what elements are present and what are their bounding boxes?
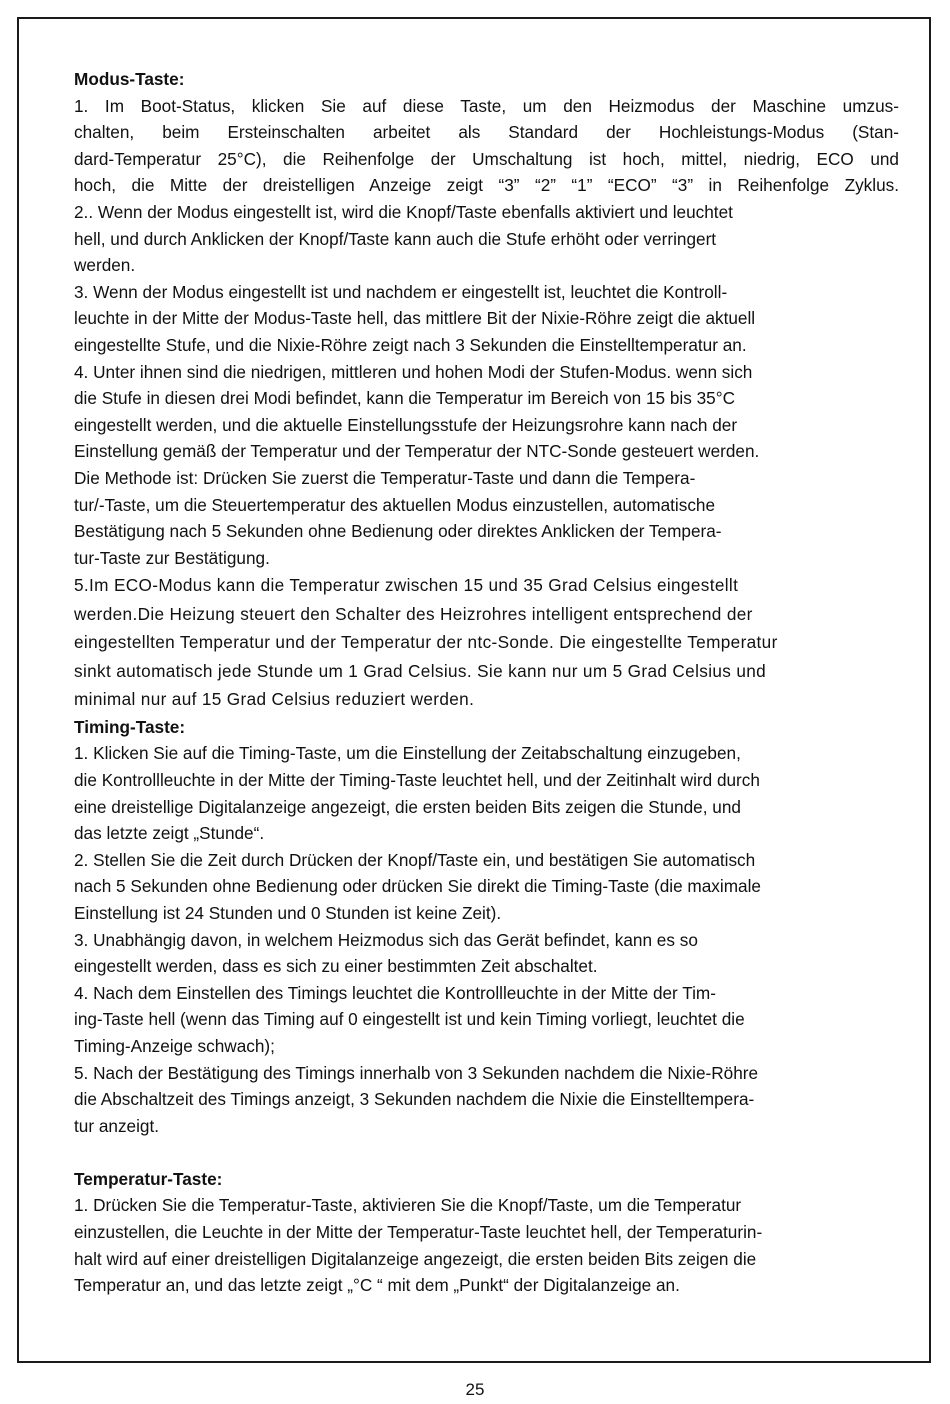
page-number: 25 [465,1380,485,1399]
text-line: eingestellt werden, und die aktuelle Einstellungsstufe der Heizungsrohre kann nach der [74,414,738,435]
text-line: die Stufe in diesen drei Modi befindet, kann die Temperatur im Bereich von 15 bis 35°C [74,388,736,409]
text-line: eine dreistellige Digitalanzeige angezeigt, die ersten beiden Bits zeigen die Stunde, und [74,796,741,817]
text-line: einzustellen, die Leuchte in der Mitte der Temperatur-Taste leuchtet hell, der Temperaturin- [74,1222,763,1243]
text-line: chalten, beim Ersteinschalten arbeitet als Standard der Hochleistungs-Modus (Stan- [74,122,899,143]
text-line: Einstellung ist 24 Stunden und 0 Stunden ist keine Zeit). [74,902,502,923]
section-heading: Modus-Taste: [74,69,185,89]
section-heading: Timing-Taste: [74,716,186,737]
text-line: Temperatur an, und das letzte zeigt „°C “ mit dem „Punkt“ der Digitalanzeige an. [74,1275,680,1296]
text-line: das letzte zeigt „Stunde“. [74,823,265,844]
text-line: dard-Temperatur 25°C), die Reihenfolge der Umschaltung ist hoch, mittel, niedrig, ECO und [74,148,899,169]
text-line: minimal nur auf 15 Grad Celsius reduziert werden. [74,689,475,710]
text-line: leuchte in der Mitte der Modus-Taste hell, das mittlere Bit der Nixie-Röhre zeigt die aktuell [74,308,756,329]
text-line: hell, und durch Anklicken der Knopf/Taste kann auch die Stufe erhöht oder verringert [74,228,717,249]
text-line: 2. Stellen Sie die Zeit durch Drücken der Knopf/Taste ein, und bestätigen Sie automatisch [74,849,756,870]
text-line: 5. Nach der Bestätigung des Timings innerhalb von 3 Sekunden nachdem die Nixie-Röhre [74,1062,759,1083]
text-line: eingestellte Stufe, und die Nixie-Röhre zeigt nach 3 Sekunden die Einstelltemperatur an. [74,334,747,355]
text-line: eingestellten Temperatur und der Temperatur der ntc-Sonde. Die eingestellte Temperatur [74,632,778,653]
text-line: werden.Die Heizung steuert den Schalter des Heizrohres intelligent entsprechend der [74,603,753,624]
text-line: tur/-Taste, um die Steuertemperatur des aktuellen Modus einzustellen, automatische [74,494,716,515]
text-line: die Abschaltzeit des Timings anzeigt, 3 Sekunden nachdem die Nixie die Einstelltempera- [74,1089,755,1110]
blank-line [74,1139,899,1166]
text-line: 4. Nach dem Einstellen des Timings leuchtet die Kontrollleuchte in der Mitte der Tim- [74,982,716,1003]
text-line: 2.. Wenn der Modus eingestellt ist, wird die Knopf/Taste ebenfalls aktiviert und leuchtet [74,201,733,222]
text-line: hoch, die Mitte der dreistelligen Anzeige zeigt “3” “2” “1” “ECO” “3” in Reihenfolge Zyklus. [74,175,899,196]
text-line: Bestätigung nach 5 Sekunden ohne Bedienung oder direktes Anklicken der Tempera- [74,521,722,542]
text-line: tur-Taste zur Bestätigung. [74,547,270,568]
text-line: 5.Im ECO-Modus kann die Temperatur zwischen 15 und 35 Grad Celsius eingestellt [74,575,739,596]
text-line: tur anzeigt. [74,1115,160,1136]
text-line: halt wird auf einer dreistelligen Digitalanzeige angezeigt, die ersten beiden Bits zeigen die [74,1248,757,1269]
text-line: 4. Unter ihnen sind die niedrigen, mittleren und hohen Modi der Stufen-Modus. wenn sich [74,361,753,382]
text-line: 1. Klicken Sie auf die Timing-Taste, um die Einstellung der Zeitabschaltung einzugeben, [74,743,741,764]
text-line: ing-Taste hell (wenn das Timing auf 0 eingestellt ist und kein Timing vorliegt, leuchtet die [74,1009,745,1030]
text-line: Timing-Anzeige schwach); [74,1035,275,1056]
text-line: Einstellung gemäß der Temperatur und der Temperatur der NTC-Sonde gesteuert werden. [74,441,760,462]
text-line: nach 5 Sekunden ohne Bedienung oder drücken Sie direkt die Timing-Taste (die maximale [74,876,761,897]
document-body [74,66,899,1299]
text-line: 1. Drücken Sie die Temperatur-Taste, aktivieren Sie die Knopf/Taste, um die Temperatur [74,1195,742,1216]
text-line: sinkt automatisch jede Stunde um 1 Grad Celsius. Sie kann nur um 5 Grad Celsius und [74,660,767,681]
text-line: 3. Unabhängig davon, in welchem Heizmodus sich das Gerät befindet, kann es so [74,929,698,950]
section-heading: Temperatur-Taste: [74,1168,223,1189]
text-line: die Kontrollleuchte in der Mitte der Timing-Taste leuchtet hell, und der Zeitinhalt wird durch [74,769,760,790]
text-line: Die Methode ist: Drücken Sie zuerst die Temperatur-Taste und dann die Tempera- [74,467,696,488]
text-line: 1. Im Boot-Status, klicken Sie auf diese Taste, um den Heizmodus der Maschine umzus- [74,95,899,116]
text-line: eingestellt werden, dass es sich zu einer bestimmten Zeit abschaltet. [74,956,598,977]
text-line: werden. [74,255,136,276]
text-line: 3. Wenn der Modus eingestellt ist und nachdem er eingestellt ist, leuchtet die Kontroll- [74,281,728,302]
